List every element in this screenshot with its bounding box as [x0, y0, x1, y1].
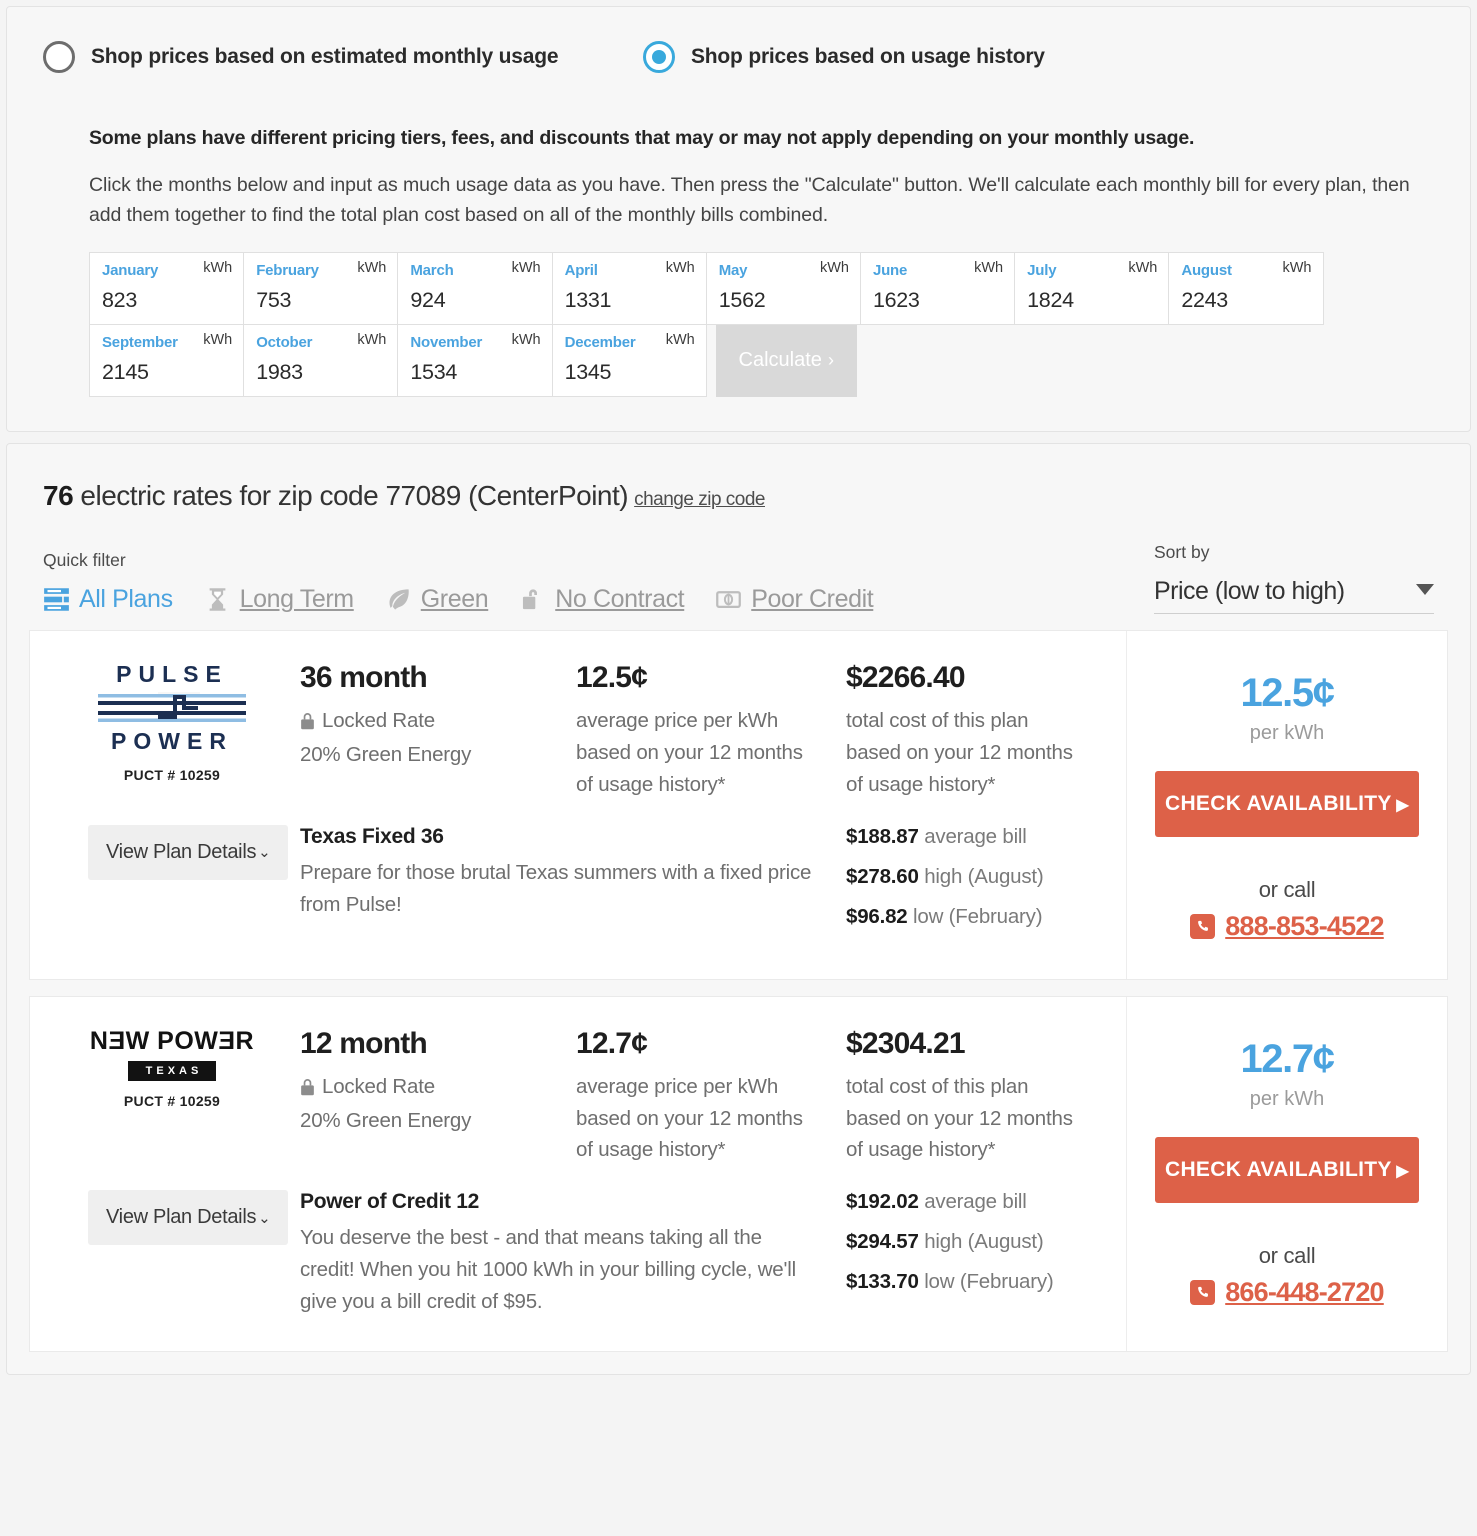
plan-term: 12 month: [300, 1026, 427, 1060]
hourglass-icon: [204, 586, 231, 613]
filter-toolbar: [29, 542, 1448, 614]
radio-option-usage-history[interactable]: [643, 41, 1045, 73]
bill-amount: $96.82: [846, 904, 908, 928]
chevron-down-icon: ⌄: [258, 844, 271, 862]
month-value: 1623: [872, 288, 920, 313]
month-unit: kWh: [819, 260, 849, 277]
plan-rate-unit: per kWh: [1249, 722, 1325, 745]
change-zip-code-link[interactable]: change zip code: [634, 489, 765, 511]
bill-line: [846, 1190, 1126, 1214]
plan-total-cost-caption: total cost of this plan based on your 12 months of usage history*: [846, 709, 1073, 796]
filter-long-term[interactable]: [204, 585, 354, 614]
bill-label: average bill: [924, 824, 1027, 848]
rate-results-panel: [6, 443, 1471, 1375]
plan-average-price: 12.5¢: [576, 661, 648, 695]
logo-word-top: PULSE: [116, 661, 228, 688]
bill-amount: $278.60: [846, 864, 919, 888]
month-input-october[interactable]: [243, 324, 398, 397]
view-plan-details-label: View Plan Details: [106, 1206, 257, 1229]
month-input-may[interactable]: [706, 252, 861, 325]
filter-label: All Plans: [79, 585, 173, 614]
view-plan-details-column: [30, 1190, 300, 1317]
plan-rate-type-row: [300, 705, 576, 737]
radio-label-usage-history: Shop prices based on usage history: [691, 45, 1045, 68]
bill-line: [846, 1230, 1126, 1254]
view-plan-details-button[interactable]: [88, 825, 288, 880]
month-label: September: [102, 334, 178, 352]
rate-title-text: electric rates for zip code 77089 (CenterPoint): [73, 480, 629, 512]
plan-total-cost: $2266.40: [846, 661, 965, 695]
month-input-january[interactable]: [89, 252, 244, 325]
sort-by-label: Sort by: [1154, 542, 1210, 563]
sort-by-control: [1154, 542, 1434, 614]
page-title: [29, 480, 1448, 512]
check-availability-label: CHECK AVAILABILITY: [1164, 792, 1392, 816]
month-unit: kWh: [357, 260, 387, 277]
plan-cta-column: [1126, 631, 1447, 978]
arrow-right-icon: ▶: [1391, 797, 1410, 815]
plan-price-column: [576, 1027, 846, 1166]
plan-description: Prepare for those brutal Texas summers with a fixed price from Pulse!: [300, 860, 812, 916]
month-label: January: [102, 262, 159, 280]
plan-logo-column: [30, 661, 300, 800]
calculate-button[interactable]: [716, 324, 857, 397]
month-unit: kWh: [357, 332, 387, 349]
filter-poor-credit[interactable]: [715, 585, 873, 614]
puct-number: PUCT # 10259: [123, 1092, 221, 1109]
plan-info-column: [300, 825, 846, 945]
month-label: April: [564, 262, 598, 280]
monthly-usage-grid: [89, 252, 1331, 397]
month-value: 753: [256, 288, 292, 313]
plan-cta-column: [1126, 997, 1447, 1352]
plan-average-price-caption: average price per kWh based on your 12 months of usage history*: [576, 709, 803, 796]
month-unit: kWh: [511, 260, 541, 277]
check-availability-button[interactable]: [1155, 771, 1419, 837]
bill-line: [846, 1270, 1126, 1294]
month-label: July: [1027, 262, 1057, 280]
shop-mode-radio-group: [7, 35, 1470, 73]
bill-amount: $192.02: [846, 1190, 919, 1214]
month-input-november[interactable]: [397, 324, 552, 397]
plan-rate-headline: 12.5¢: [1240, 671, 1334, 716]
month-value: 1983: [256, 360, 303, 385]
month-unit: kWh: [203, 332, 233, 349]
month-input-december[interactable]: [552, 324, 707, 397]
filter-all-plans[interactable]: [43, 585, 173, 614]
chevron-down-icon: [1416, 584, 1434, 595]
leaf-icon: [385, 586, 412, 613]
radio-circle-usage-history[interactable]: [643, 41, 675, 73]
plan-details-area: [30, 997, 1126, 1352]
month-value: 2145: [102, 360, 149, 385]
phone-icon: [1190, 914, 1215, 939]
month-label: November: [410, 334, 483, 352]
month-input-september[interactable]: [89, 324, 244, 397]
unlocked-padlock-icon: [519, 586, 546, 613]
check-availability-label: CHECK AVAILABILITY: [1164, 1157, 1392, 1181]
provider-logo-new-power-texas: [44, 1027, 300, 1109]
plan-average-price-caption: average price per kWh based on your 12 months of usage history*: [576, 1074, 803, 1162]
logo-lightning-bars: [98, 692, 246, 724]
month-value: 823: [102, 288, 137, 313]
bill-line: [846, 905, 1126, 929]
month-unit: kWh: [1282, 260, 1312, 277]
plan-extra-row: [30, 1166, 1126, 1351]
rate-count: 76: [43, 480, 74, 512]
bill-amount: $133.70: [846, 1270, 919, 1294]
bill-amount: $294.57: [846, 1230, 919, 1254]
plan-total-cost: $2304.21: [846, 1026, 965, 1060]
month-value: 2243: [1181, 288, 1228, 313]
plan-bill-breakdown: [846, 1190, 1126, 1317]
month-unit: kWh: [665, 260, 695, 277]
month-label: December: [564, 334, 636, 352]
logo-word-bottom: TEXAS: [128, 1061, 217, 1081]
plan-extra-row: [30, 801, 1126, 979]
plan-rate-headline: 12.7¢: [1240, 1036, 1334, 1081]
plan-name: Texas Fixed 36: [300, 824, 444, 848]
plan-rate-type: Locked Rate: [322, 709, 435, 733]
view-plan-details-button[interactable]: [88, 1190, 288, 1245]
plan-card: [29, 996, 1448, 1353]
lock-icon: [300, 1078, 315, 1096]
phone-number[interactable]: 866-448-2720: [1225, 1276, 1384, 1307]
plan-average-price: 12.7¢: [576, 1026, 648, 1060]
plan-card: [29, 630, 1448, 979]
plan-price-column: [576, 661, 846, 800]
plan-green-energy: 20% Green Energy: [300, 1108, 472, 1132]
chevron-down-icon: ⌄: [258, 1209, 271, 1227]
month-input-april[interactable]: [552, 252, 707, 325]
plan-rate-unit: per kWh: [1249, 1087, 1325, 1110]
logo-word-top: NƎW POWƎR: [89, 1026, 255, 1055]
plan-total-cost-caption: total cost of this plan based on your 12 months of usage history*: [846, 1074, 1073, 1162]
month-unit: kWh: [511, 332, 541, 349]
month-input-march[interactable]: [397, 252, 552, 325]
radio-circle-estimated-usage[interactable]: [43, 41, 75, 73]
month-input-july[interactable]: [1014, 252, 1169, 325]
plan-card-list: [29, 630, 1448, 1352]
filter-label: No Contract: [555, 585, 685, 614]
puct-number: PUCT # 10259: [123, 767, 221, 784]
month-input-june[interactable]: [860, 252, 1015, 325]
filter-no-contract[interactable]: [519, 585, 684, 614]
bill-line: [846, 825, 1126, 849]
month-value: 1331: [564, 288, 612, 313]
plan-bill-breakdown: [846, 825, 1126, 945]
month-label: March: [410, 262, 454, 280]
filter-label: Poor Credit: [751, 585, 874, 614]
provider-logo-pulse-power: [44, 661, 300, 783]
plan-name: Power of Credit 12: [300, 1190, 479, 1214]
plan-term: 36 month: [300, 661, 427, 695]
month-input-february[interactable]: [243, 252, 398, 325]
view-plan-details-label: View Plan Details: [106, 840, 257, 863]
month-value: 924: [410, 288, 446, 313]
sort-by-dropdown[interactable]: [1154, 577, 1434, 614]
month-value: 1824: [1027, 288, 1074, 313]
calculate-label: Calculate: [738, 349, 822, 372]
plan-term-column: [300, 1027, 576, 1166]
month-label: May: [718, 262, 748, 280]
month-label: October: [256, 334, 313, 352]
phone-row[interactable]: [1155, 911, 1419, 942]
usage-panel-instructions: Click the months below and input as much usage data as you have. Then press the "Calculate" button. We'll calculate each monthly bill for every plan, then add them together to find the total plan cost based on all of the monthly bills combined.: [89, 174, 1410, 227]
phone-icon: [1190, 1280, 1215, 1305]
bill-amount: $188.87: [846, 824, 919, 848]
filter-label: Green: [420, 585, 489, 614]
check-availability-button[interactable]: [1155, 1137, 1419, 1203]
month-unit: kWh: [203, 260, 233, 277]
plan-info-column: [300, 1190, 846, 1317]
bill-label: low (February): [913, 904, 1043, 928]
plan-details-area: [30, 631, 1126, 978]
month-label: February: [256, 262, 319, 280]
month-input-august[interactable]: [1168, 252, 1323, 325]
plan-description: You deserve the best - and that means taking all the credit! When you hit 1000 kWh in your billing cycle, we'll give you a bill credit of $95.: [300, 1226, 796, 1313]
phone-number[interactable]: 888-853-4522: [1225, 911, 1384, 942]
quick-filter-list: [43, 585, 873, 614]
radio-option-estimated-usage[interactable]: [43, 41, 643, 73]
plan-rate-type-row: [300, 1071, 576, 1103]
logo-word-bottom: POWER: [111, 728, 233, 755]
month-label: August: [1181, 262, 1232, 280]
view-plan-details-column: [30, 825, 300, 945]
month-value: 1345: [564, 360, 612, 385]
or-call-label: or call: [1258, 1242, 1316, 1268]
bill-label: high (August): [924, 864, 1044, 888]
plan-green-energy: 20% Green Energy: [300, 743, 472, 767]
month-unit: kWh: [1128, 260, 1158, 277]
plan-summary-row: [30, 631, 1126, 800]
bill-label: low (February): [924, 1270, 1054, 1294]
bill-label: high (August): [924, 1230, 1044, 1254]
phone-row[interactable]: [1155, 1277, 1419, 1308]
quick-filter-label: Quick filter: [43, 550, 126, 571]
chevron-right-icon: ›: [827, 350, 834, 371]
plan-summary-row: [30, 997, 1126, 1166]
plan-term-column: [300, 661, 576, 800]
radio-label-estimated-usage: Shop prices based on estimated monthly usage: [91, 45, 559, 68]
month-unit: kWh: [974, 260, 1004, 277]
filter-label: Long Term: [239, 585, 354, 614]
bill-line: [846, 865, 1126, 889]
stacked-list-icon: [43, 586, 70, 613]
lock-icon: [300, 712, 315, 730]
dollar-bill-icon: [715, 586, 742, 613]
filter-green[interactable]: [385, 585, 488, 614]
plan-logo-column: [30, 1027, 300, 1166]
month-label: June: [872, 262, 908, 280]
usage-panel-heading: Some plans have different pricing tiers, fees, and discounts that may or may not apply depending on your monthly usage.: [89, 127, 1195, 149]
plan-rate-type: Locked Rate: [322, 1074, 435, 1098]
month-value: 1534: [410, 360, 458, 385]
arrow-right-icon: ▶: [1391, 1162, 1410, 1180]
or-call-label: or call: [1258, 877, 1316, 903]
plan-total-column: [846, 1027, 1126, 1166]
plan-total-column: [846, 661, 1126, 800]
month-value: 1562: [718, 288, 766, 313]
month-unit: kWh: [665, 332, 695, 349]
usage-history-panel: [6, 6, 1471, 432]
sort-by-value: Price (low to high): [1154, 577, 1345, 606]
bill-label: average bill: [924, 1190, 1027, 1214]
